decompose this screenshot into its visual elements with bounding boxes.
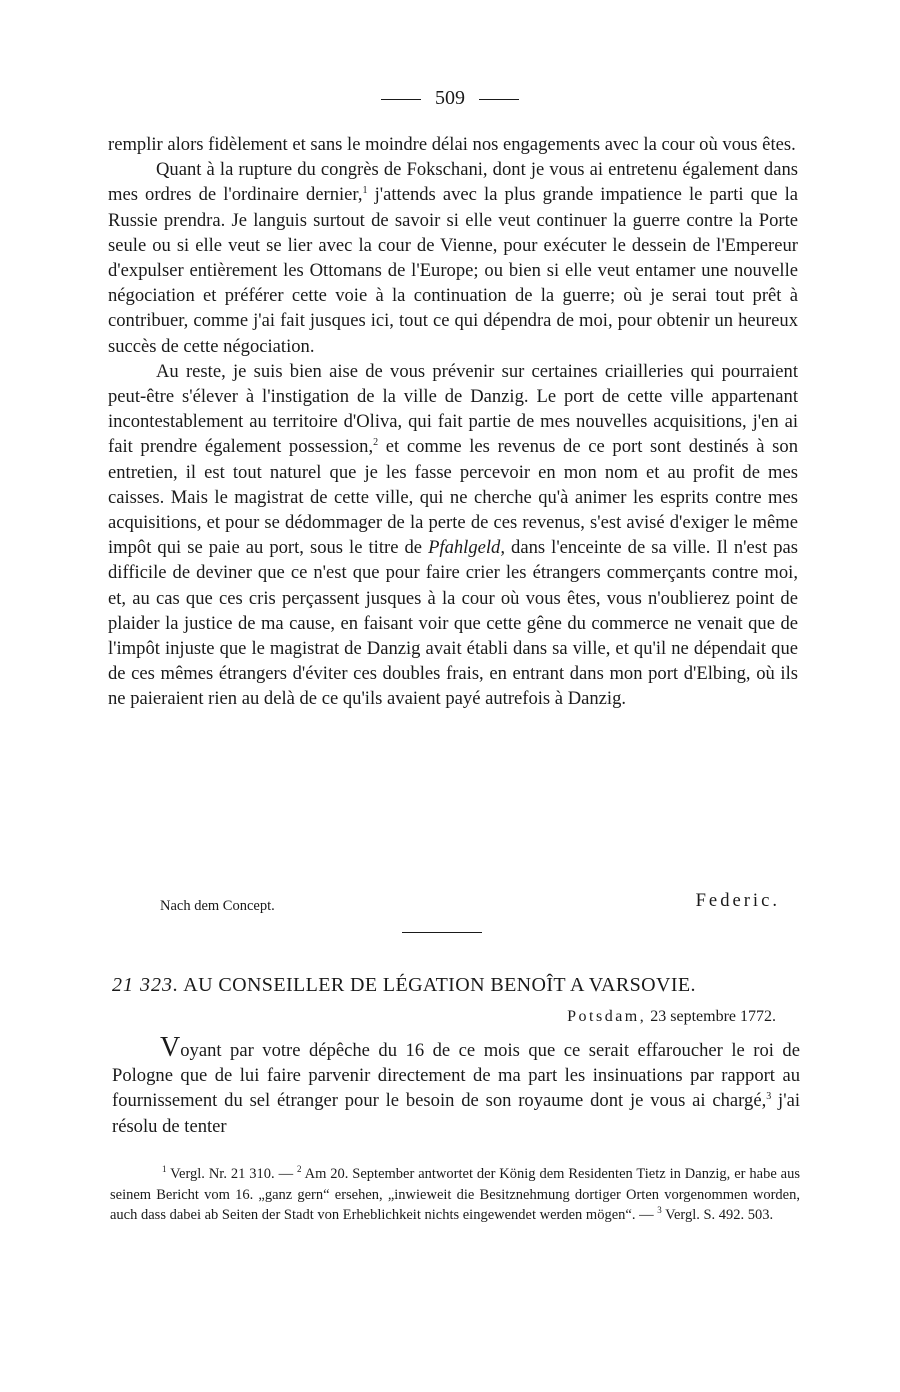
footnote-mark-1: 1 [162, 1164, 167, 1174]
paragraph-3-italic-term: Pfahlgeld, [428, 537, 506, 559]
footnote-mark-2: 2 [296, 1164, 302, 1174]
paragraph-continuation [108, 132, 798, 157]
letter-heading [112, 972, 800, 998]
paragraph-fokschani [108, 157, 798, 359]
footnotes [110, 1164, 800, 1226]
letter-body [108, 132, 798, 712]
letter-paragraph [112, 1032, 800, 1139]
page-number-dash-right [479, 99, 519, 100]
footnote-ref-2: 2 [373, 437, 379, 449]
paragraph-danzig [108, 359, 798, 712]
paragraph-3-text-b: et comme les revenus de ce port sont destinés à son entretien, il est tout naturel que je les fasse percevoir en mon nom et au profit de mes caisses. Mais le magistrat de cette ville, qui ne cherche qu'à animer les esprits contre mes acquisitions, et pour se dédommager de la perte de ces revenus, s'est avisé d'exiger le même impôt qui se paie au port, sous le titre de [108, 436, 798, 559]
letter-opening [112, 1032, 800, 1139]
section-divider [402, 932, 482, 933]
closing-row [160, 890, 780, 914]
letter-title: AU CONSEILLER DE LÉGATION BENOÎT A VARSOVIE. [183, 974, 696, 996]
paragraph-1-text: remplir alors fidèlement et sans le moindre délai nos engagements avec la cour où vous êtes. [108, 134, 796, 155]
paragraph-2-text-a: Quant à la rupture du congrès de Fokschani, dont je vous ai entretenu également dans mes ordres de l'ordinaire dernier, [108, 159, 798, 206]
footnote-ref-3: 3 [766, 1091, 772, 1103]
dateline-place: Potsdam, [567, 1008, 647, 1025]
page-number-text: 509 [435, 87, 465, 109]
footnote-mark-3: 3 [657, 1205, 662, 1215]
footnote-3: Vergl. S. 492. 503. [661, 1207, 774, 1223]
footnote-ref-1: 1 [362, 185, 368, 197]
initial-letter: V [160, 1032, 181, 1063]
footnote-block [110, 1164, 800, 1226]
page-number-dash-left [381, 99, 421, 100]
source-note: Nach dem Concept. [160, 898, 275, 914]
letter-number: 21 323. [112, 974, 179, 996]
dateline-date: 23 septembre 1772. [650, 1008, 776, 1025]
letter-text-a: oyant par votre dépêche du 16 de ce mois que ce serait effaroucher le roi de Pologne que de lui faire parvenir directement de ma part les insinuations par rapport au fournissement du sel étranger pour le besoin de son royaume dont je vous ai chargé, [112, 1040, 800, 1112]
paragraph-3-text-a: Au reste, je suis bien aise de vous prévenir sur certaines criailleries qui pourraient peut-être s'élever à l'instigation de la ville de Danzig. Le port de cette ville appartenant incontestablement au territoire d'Oliva, qui fait partie de mes nouvelles acquisitions, j'en ai fait prendre également possession, [108, 360, 798, 458]
page-number [0, 86, 900, 110]
letter-text-b: j'ai résolu de tenter [112, 1090, 800, 1137]
signature: Federic. [695, 890, 780, 911]
dateline [567, 1006, 776, 1028]
paragraph-2-text-b: j'attends avec la plus grande impatience le parti que la Russie prendra. Je languis surtout de savoir si elle veut continuer la guerre contre la Porte seule ou si elle veut se lier avec la cour de Vienne, pour exécuter le dessein de l'Empereur d'expulser entièrement les Ottomans de l'Europe; ou bien si elle veut entamer une nouvelle négociation et préférer cette voie à la continuation de la guerre; où je serai tout prêt à contribuer, comme j'ai fait jusques ici, tout ce qui dépendra de moi, pour obtenir un heureux succès de cette négociation. [108, 184, 798, 357]
footnote-2: Am 20. September antwortet der König dem Residenten Tietz in Danzig, er habe aus seinem Bericht vom 16. „ganz gern“ ersehen, „inwieweit die Besitznehmung dortiger Orten vorgenommen worden, auch dass dabei ab Seiten der Stadt von Erheblichkeit nichts eingewendet werden mögen“. — [110, 1166, 800, 1223]
paragraph-3-text-c: dans l'enceinte de sa ville. Il n'est pas difficile de deviner que ce n'est que pour faire crier les étrangers commerçants contre moi, et, au cas que ces cris perçassent jusques à la cour où vous êtes, vous n'oublierez point de plaider la justice de ma cause, en faisant voir que cette gêne du commerce ne venait que de l'impôt injuste que le magistrat de Danzig avait établi dans sa ville, et qu'il ne dépendait que de ces mêmes étrangers d'éviter ces doubles frais, en entrant dans mon port d'Elbing, où ils ne paieraient rien au delà de ce qu'ils avaient payé autrefois à Danzig. [108, 537, 798, 710]
footnote-1: Vergl. Nr. 21 310. — [166, 1166, 297, 1182]
